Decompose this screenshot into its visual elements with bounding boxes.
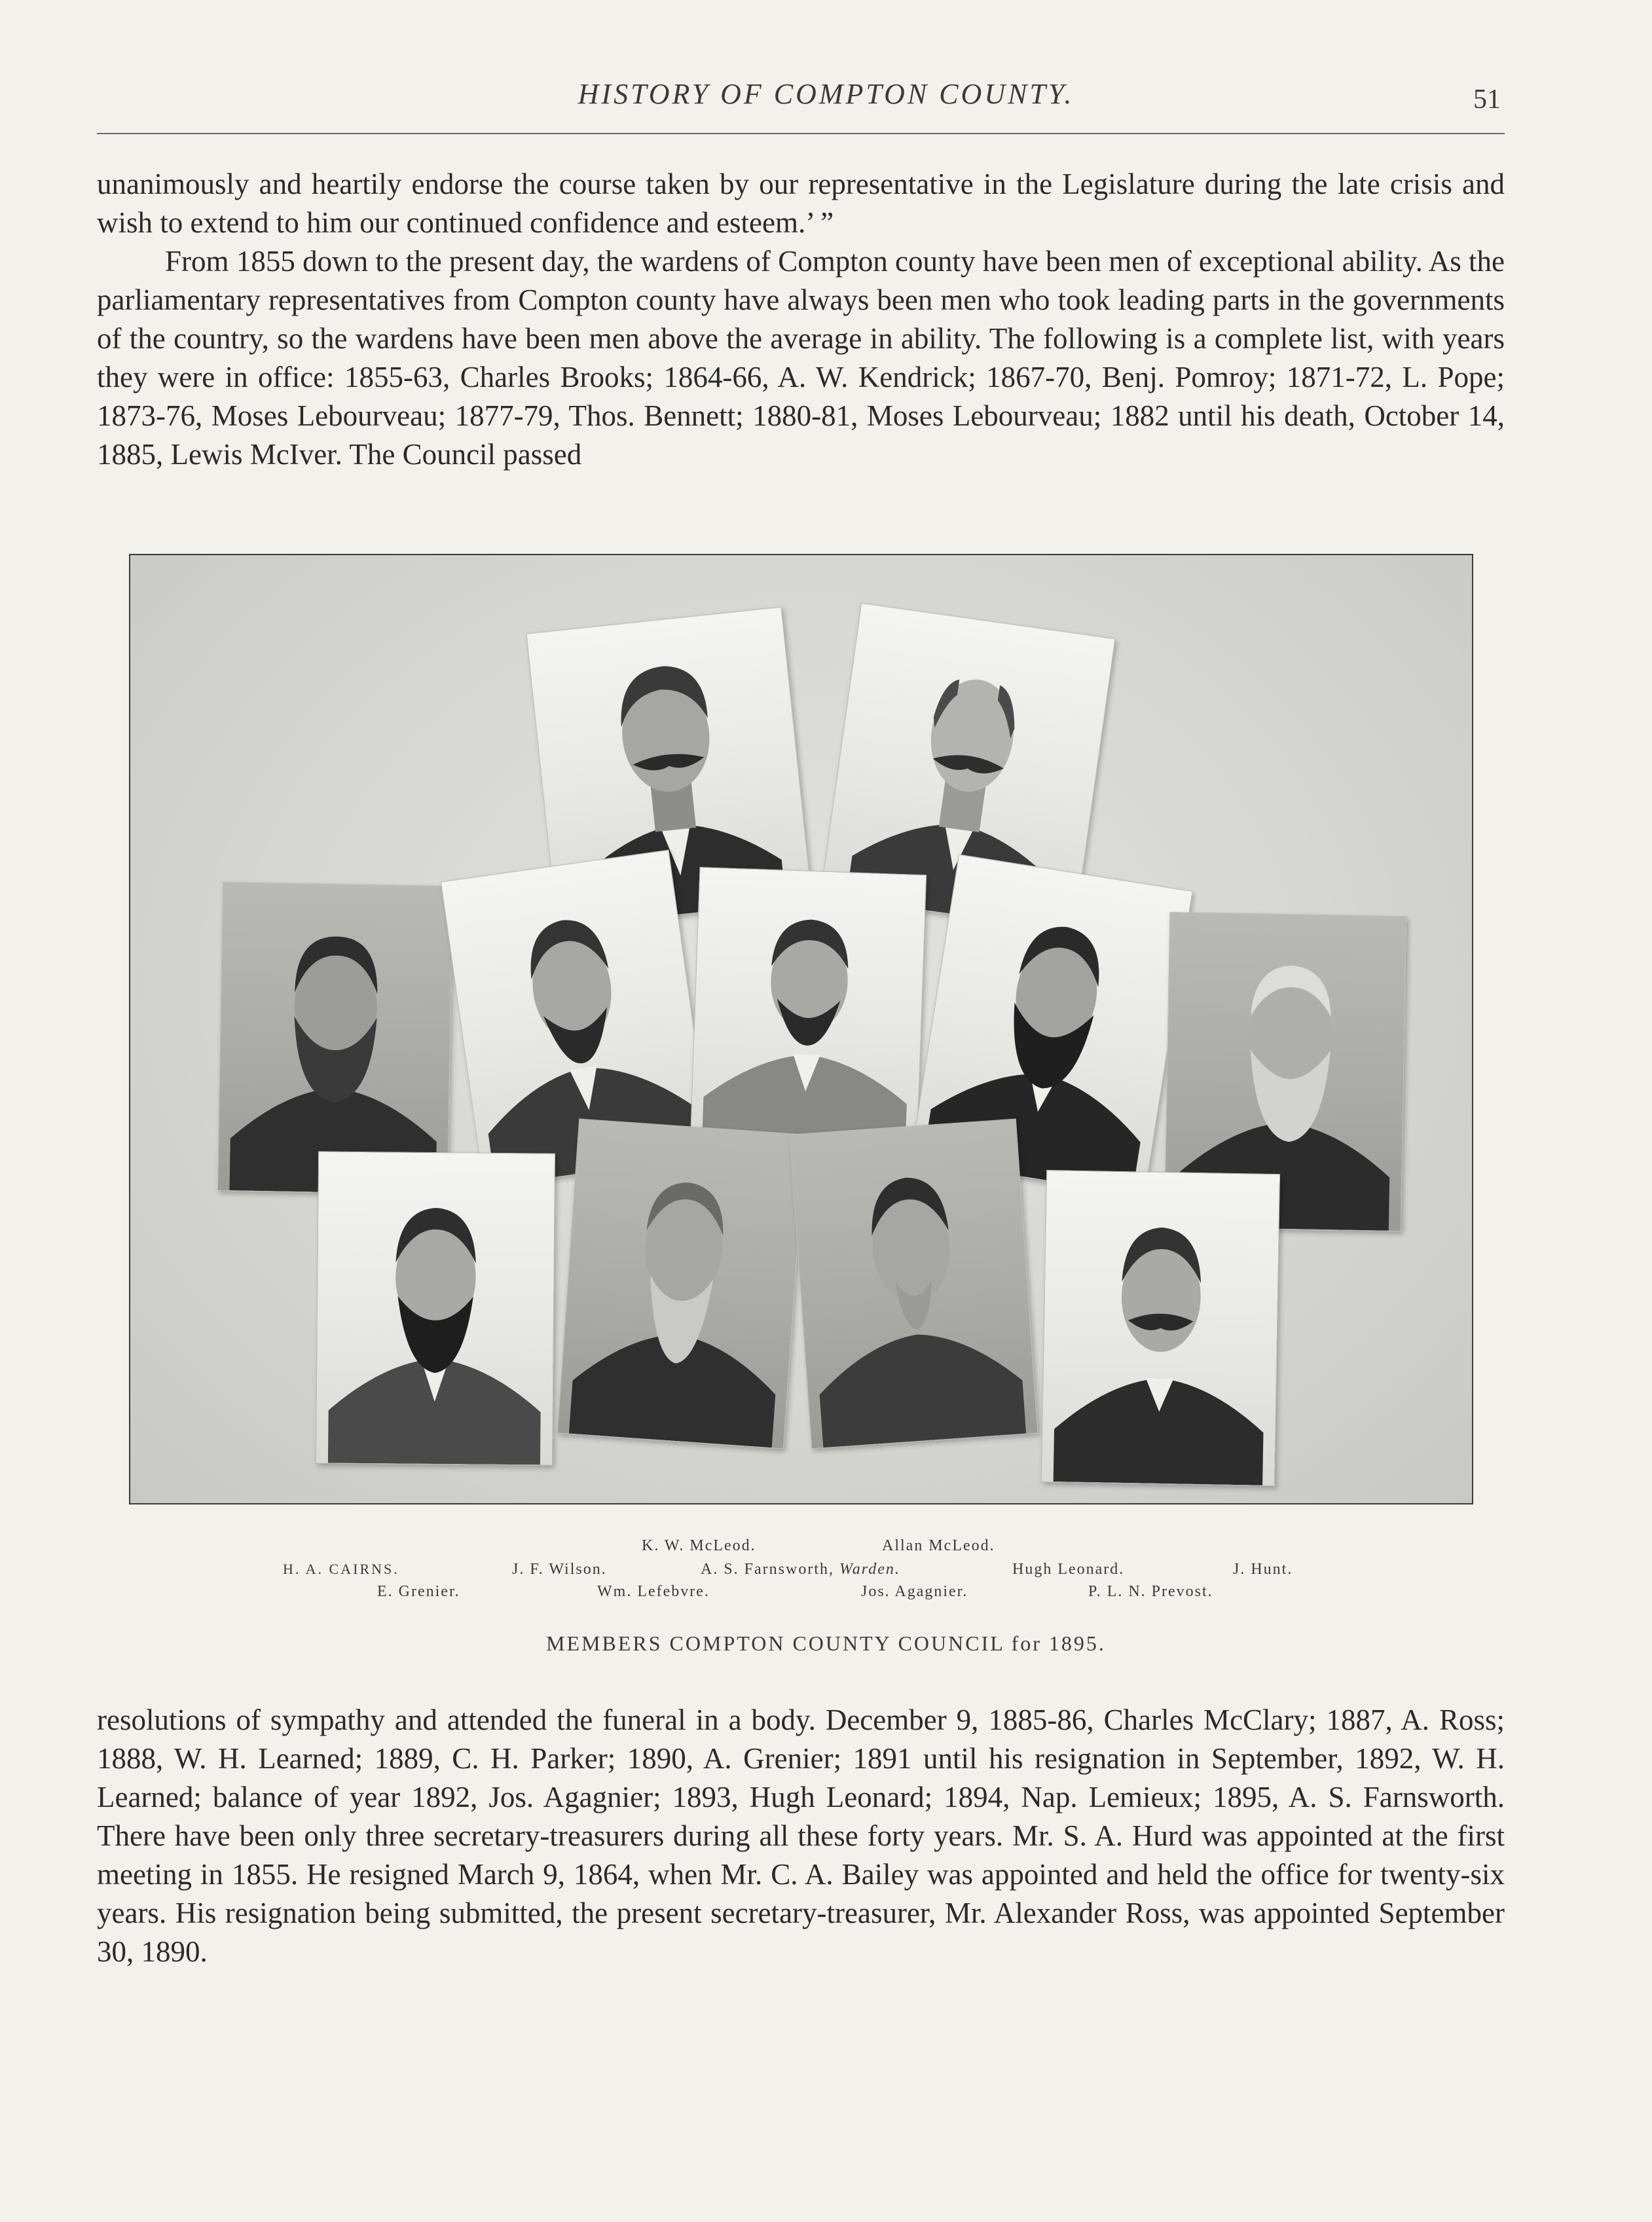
caption-e-grenier: E. Grenier. [377, 1583, 460, 1600]
caption-k-w-mcleod: K. W. McLeod. [642, 1537, 756, 1554]
caption-j-hunt: J. Hunt. [1233, 1561, 1293, 1578]
paragraph: From 1855 down to the present day, the wardens of Compton county have been men of exceptional ability. As the parliamentary representatives from Compton county have always been men who took leading parts in the governments of the country, so the wardens have been men above the average in ability. The following is a complete list, with years they were in office: 1855-63, Charles Brooks; 1864-66, A. W. Kendrick; 1867-70, Benj. Pomroy; 1871-72, L. Pope; 1873-76, Moses Lebourveau; 1877-79, Thos. Bennett; 1880-81, Moses Lebourveau; 1882 until his death, October 14, 1885, Lewis McIver. The Council passed [97, 245, 1505, 471]
page-number: 51 [1473, 84, 1501, 115]
council-photo [129, 554, 1473, 1504]
paragraph: unanimously and heartily endorse the course taken by our representative in the Legislature during the late crisis and wish to extend to him our continued confidence and esteem.’ ” [97, 168, 1505, 239]
caption-wm-lefebvre: Wm. Lefebvre. [597, 1583, 710, 1600]
portrait-h-a-cairns [217, 882, 453, 1195]
header-rule [97, 133, 1505, 134]
caption-j-f-wilson: J. F. Wilson. [512, 1561, 607, 1578]
body-text-bottom [97, 1701, 1505, 1971]
caption-jos-agagnier: Jos. Agagnier. [861, 1583, 968, 1600]
portrait-a-s-farnsworth [690, 867, 927, 1151]
caption-p-l-n-prevost: P. L. N. Prevost. [1088, 1583, 1213, 1600]
portrait-jos-agagnier [790, 1118, 1038, 1449]
caption-h-a-cairns: H. A. CAIRNS. [283, 1561, 399, 1577]
running-head: HISTORY OF COMPTON COUNTY. [578, 78, 1074, 110]
portrait-p-l-n-prevost [1041, 1170, 1280, 1486]
caption-allan-mcleod: Allan McLeod. [882, 1537, 995, 1554]
caption-farnsworth-name: A. S. Farnsworth, [701, 1561, 835, 1578]
figure-title: MEMBERS COMPTON COUNTY COUNCIL for 1895. [546, 1631, 1106, 1655]
caption-hugh-leonard: Hugh Leonard. [1012, 1561, 1125, 1578]
caption-warden-label: Warden. [839, 1561, 900, 1578]
portrait-wm-lefebvre [557, 1118, 806, 1449]
caption-a-s-farnsworth [701, 1561, 900, 1578]
body-text-top [97, 165, 1505, 474]
paragraph: resolutions of sympathy and attended the funeral in a body. December 9, 1885-86, Charles McClary; 1887, A. Ross; 1888, W. H. Learned; 1889, C. H. Parker; 1890, A. Grenier; 1891 until his resignation in September, 1892, W. H. Learned; balance of year 1892, Jos. Agagnier; 1893, Hugh Leonard; 1894, Nap. Lemieux; 1895, A. S. Farnsworth. There have been only three secretary-treasurers during all these forty years. Mr. S. A. Hurd was appointed at the first meeting in 1855. He resigned March 9, 1864, when Mr. C. A. Bailey was appointed and held the office for twenty-six years. His resignation being submitted, the present secretary-treasurer, Mr. Alexander Ross, was appointed September 30, 1890. [97, 1703, 1505, 1968]
portrait-e-grenier [316, 1151, 555, 1465]
